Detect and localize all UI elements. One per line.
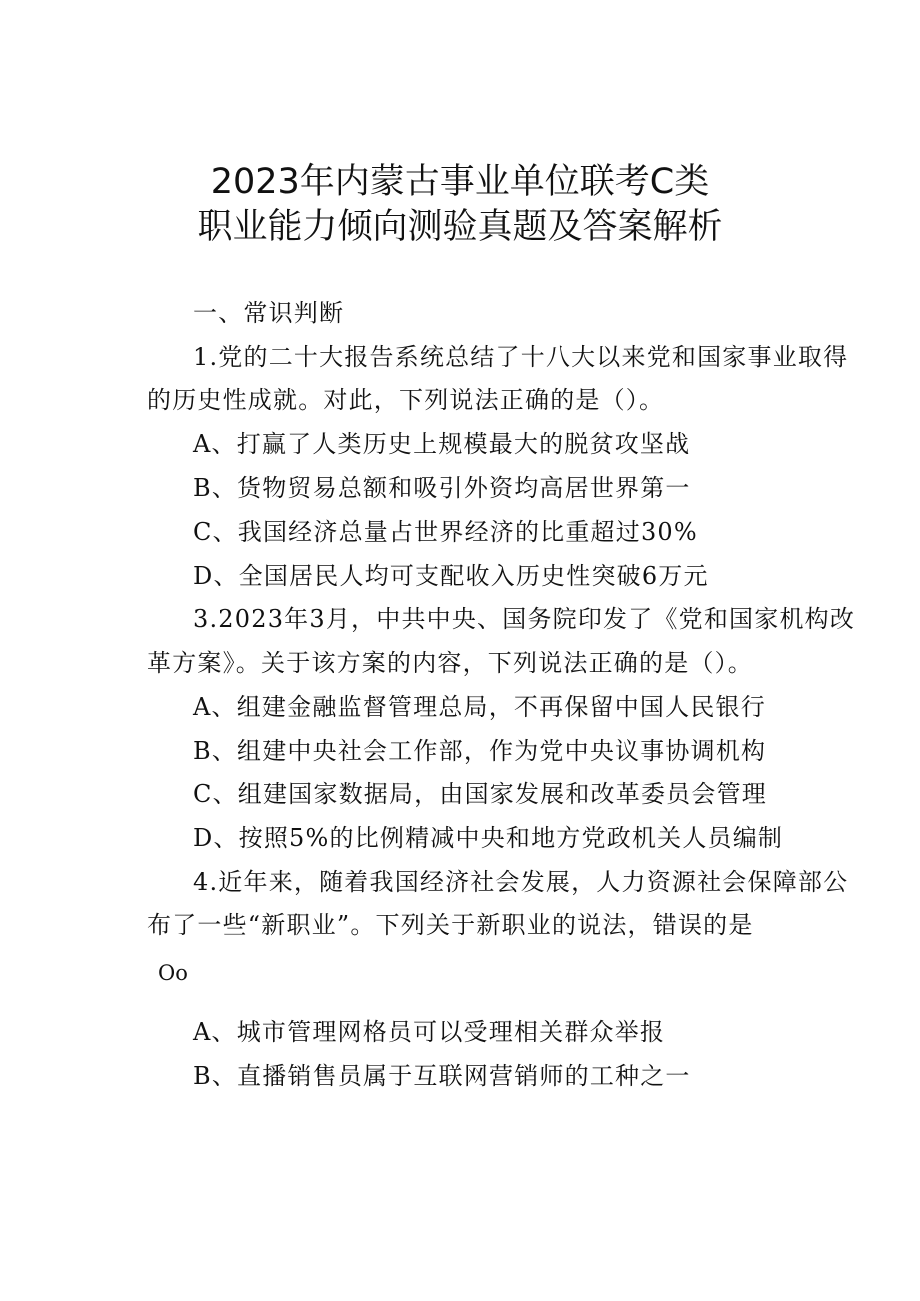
question-1-option-a: A、打赢了人类历史上规模最大的脱贫攻坚战	[193, 430, 691, 458]
question-1-stem-line-1: 1.党的二十大报告系统总结了十八大以来党和国家事业取得	[193, 343, 849, 371]
question-3-option-c: C、组建国家数据局，由国家发展和改革委员会管理	[193, 780, 767, 808]
question-3-option-d: D、按照5%的比例精减中央和地方党政机关人员编制	[193, 824, 784, 852]
question-3-stem-line-2: 革方案》。关于该方案的内容，下列说法正确的是（）。	[147, 649, 753, 677]
question-4-stem-line-3: Oo	[158, 961, 188, 985]
question-1-stem-line-2: 的历史性成就。对此，下列说法正确的是（）。	[147, 386, 665, 414]
question-3-stem-line-1: 3.2023年3月，中共中央、国务院印发了《党和国家机构改	[193, 605, 856, 633]
question-1-option-b: B、货物贸易总额和吸引外资均高居世界第一	[193, 474, 691, 502]
document-title-line-1: 2023年内蒙古事业单位联考C类	[210, 162, 710, 202]
question-4-option-a: A、城市管理网格员可以受理相关群众举报	[193, 1018, 666, 1046]
question-4-option-b: B、直播销售员属于互联网营销师的工种之一	[193, 1062, 691, 1090]
document-title-line-2: 职业能力倾向测验真题及答案解析	[197, 207, 723, 247]
section-heading: 一、常识判断	[193, 299, 345, 327]
question-3-option-b: B、组建中央社会工作部，作为党中央议事协调机构	[193, 737, 767, 765]
question-3-option-a: A、组建金融监督管理总局，不再保留中国人民银行	[193, 693, 766, 721]
question-4-stem-line-1: 4.近年来，随着我国经济社会发展，人力资源社会保障部公	[193, 868, 849, 896]
question-1-option-d: D、全国居民人均可支配收入历史性突破6万元	[193, 562, 709, 590]
question-1-option-c: C、我国经济总量占世界经济的比重超过30%	[193, 518, 698, 546]
question-4-stem-line-2: 布了一些“新职业”。下列关于新职业的说法，错误的是	[147, 911, 754, 939]
